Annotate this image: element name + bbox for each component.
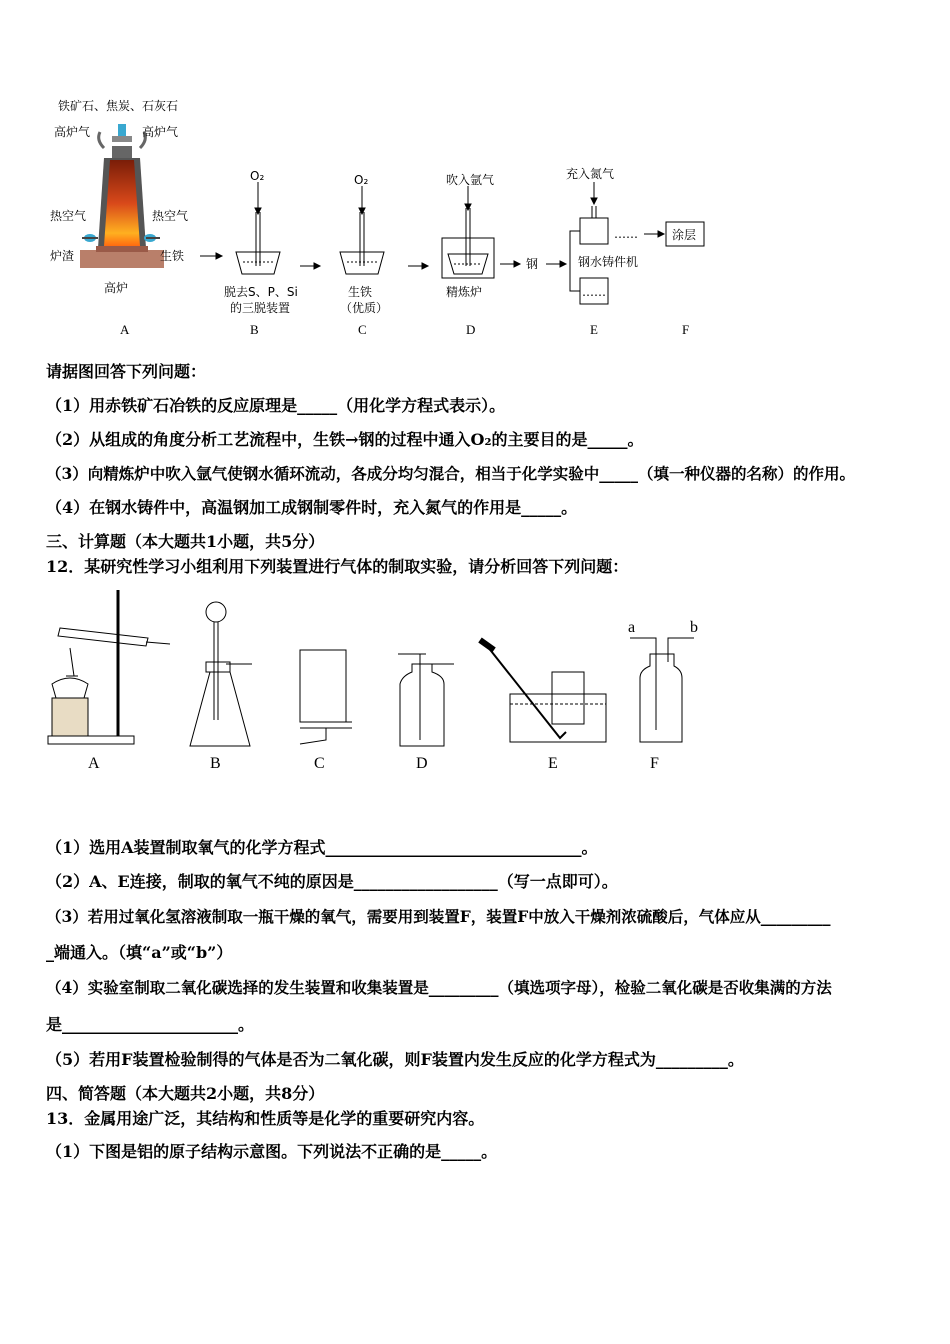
- apparatus-f: [630, 638, 694, 742]
- fig1-letter-e: E: [590, 322, 598, 337]
- o2-c-label: O₂: [354, 173, 369, 187]
- c-label-1: 生铁: [348, 285, 373, 299]
- question-12-5: （5）若用F装置检验制得的气体是否为二氧化碳，则F装置内发生反应的化学方程式为_________。: [46, 1050, 744, 1069]
- caster-label: 钢水铸件机: [578, 255, 639, 269]
- furnace-gas-left: 高炉气: [54, 125, 91, 139]
- fig2-letter-b: B: [210, 755, 221, 772]
- dots-top: ……: [614, 227, 638, 241]
- apparatus-c: [300, 650, 352, 744]
- intro-line: 请据图回答下列问题：: [46, 362, 207, 381]
- fig1-letter-c: C: [358, 322, 367, 337]
- furnace-label: 高炉: [104, 281, 129, 295]
- coating-label: 涂层: [672, 228, 697, 242]
- port-b-label: b: [690, 619, 698, 636]
- c-label-2: （优质）: [340, 301, 389, 315]
- fig2-letter-f: F: [650, 755, 659, 772]
- refining-furnace: [442, 208, 494, 278]
- vessel-b: [236, 212, 280, 274]
- question-12-2: （2）A、E连接，制取的氧气不纯的原因是__________________（写一点即可）。: [46, 872, 618, 891]
- dots-bottom: ……: [582, 285, 606, 299]
- fig2-letter-d: D: [416, 755, 428, 772]
- question-12-3a: （3）若用过氧化氢溶液制取一瓶干燥的氧气，需要用到装置F，装置F中放入干燥剂浓硫酸后，气体应从_________: [46, 907, 831, 926]
- fig1-letter-f: F: [682, 322, 690, 337]
- question-12-1: （1）选用A装置制取氧气的化学方程式________________________________。: [46, 838, 598, 857]
- refine-label: 精炼炉: [446, 285, 483, 299]
- fig1-letter-d: D: [466, 322, 476, 337]
- b-label-1: 脱去S、P、Si: [224, 285, 298, 299]
- port-a-label: a: [628, 619, 636, 636]
- fig2-letter-c: C: [314, 755, 325, 772]
- question-4: （4）在钢水铸件中，高温钢加工成钢制零件时，充入氮气的作用是_____。: [46, 498, 578, 517]
- o2-b-label: O₂: [250, 169, 265, 183]
- slag-label: 炉渣: [50, 249, 75, 263]
- steel-label: 钢: [526, 257, 539, 271]
- question-13-1: （1）下图是铝的原子结构示意图。下列说法不正确的是_____。: [46, 1142, 498, 1161]
- nitrogen-label: 充入氮气: [566, 167, 615, 181]
- vessel-c: [340, 212, 384, 274]
- section-4-heading: 四、简答题（本大题共2小题，共8分）: [46, 1084, 325, 1103]
- question-12: 12．某研究性学习小组利用下列装置进行气体的制取实验，请分析回答下列问题：: [46, 557, 629, 576]
- fig1-letter-a: A: [120, 322, 130, 337]
- fig2-letter-e: E: [548, 755, 558, 772]
- apparatus-a: [48, 590, 170, 744]
- question-12-4b: 是______________________。: [46, 1015, 255, 1034]
- section-3-heading: 三、计算题（本大题共1小题，共5分）: [46, 532, 325, 551]
- pig-iron-label: 生铁: [160, 249, 185, 263]
- question-12-4a: （4）实验室制取二氧化碳选择的发生装置和收集装置是_________（填选项字母），检验二氧化碳是否收集满的方法: [46, 978, 832, 997]
- raw-materials-label: 铁矿石、焦炭、石灰石: [58, 99, 179, 113]
- blast-furnace: [80, 124, 164, 268]
- argon-label: 吹入氩气: [446, 173, 495, 187]
- lab-apparatus-diagram: [0, 580, 950, 780]
- fig1-letter-b: B: [250, 322, 259, 337]
- question-2: （2）从组成的角度分析工艺流程中，生铁→钢的过程中通入O₂的主要目的是_____。: [46, 430, 644, 449]
- apparatus-d: [398, 654, 454, 746]
- furnace-gas-right: 高炉气: [142, 125, 179, 139]
- steelmaking-flow-diagram: [0, 0, 950, 350]
- hot-air-right: 热空气: [152, 209, 189, 223]
- question-3: （3）向精炼炉中吹入氩气使钢水循环流动，各成分均匀混合，相当于化学实验中_____（填一种仪器的名称）的作用。: [46, 464, 856, 483]
- question-1: （1）用赤铁矿石冶铁的反应原理是_____（用化学方程式表示）。: [46, 396, 506, 415]
- apparatus-e: [480, 640, 606, 742]
- question-12-3b: _端通入。（填“a”或“b”）: [46, 943, 233, 962]
- fig2-letter-a: A: [88, 755, 100, 772]
- hot-air-left: 热空气: [50, 209, 87, 223]
- question-13: 13．金属用途广泛，其结构和性质等是化学的重要研究内容。: [46, 1109, 485, 1128]
- b-label-2: 的三脱装置: [230, 301, 291, 315]
- apparatus-b: [190, 602, 252, 746]
